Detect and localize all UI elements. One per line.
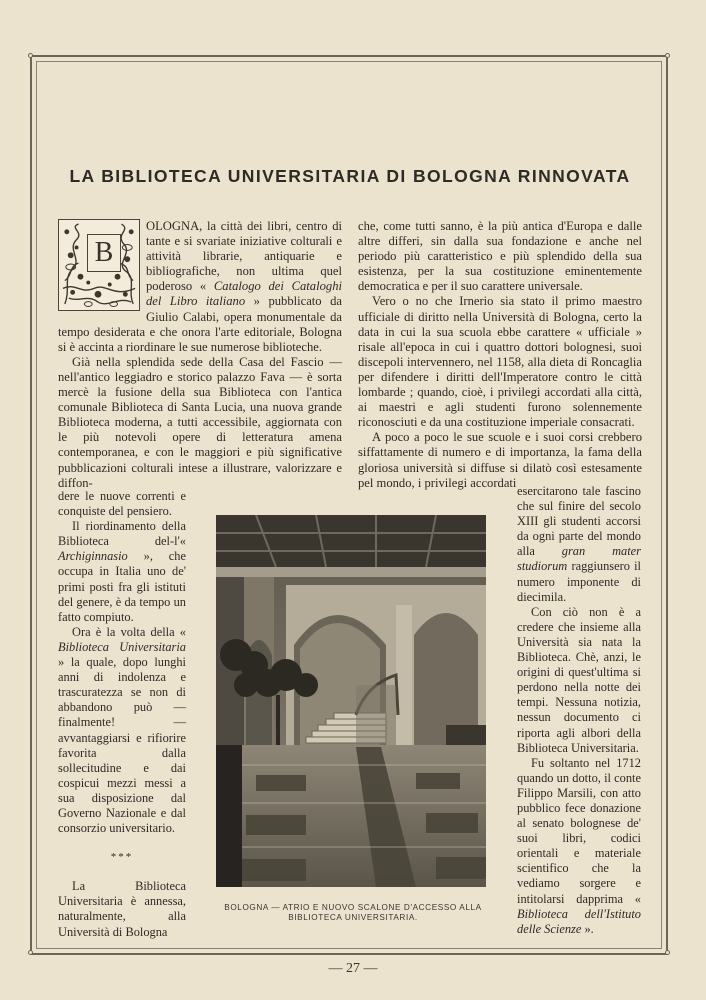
paragraph: Ora è la volta della « Biblioteca Universitaria » la quale, dopo lunghi anni di indolenza e trascuratezza se non di abbandono può — finalmente! — avvantaggiarsi e rifiorire favorita dalla sollecitudine e dai cospicui mezzi messi a sua disposizione dal Governo Nazionale e dal consorzio universitario. — [58, 624, 186, 836]
initial-letter: B — [87, 234, 121, 272]
paragraph: Il riordinamento della Biblioteca del-l'« Archiginnasio », che occupa in Italia uno de' primi posti fra gli istituti del genere, è da tempo un fatto compiuto. — [58, 519, 186, 624]
illuminated-initial — [58, 219, 140, 311]
paragraph: A poco a poco le sue scuole e i suoi corsi crebbero siffattamente di numero e di importanza, la fama della gloriosa università si diffuse si dilatò così estesamente pel mondo, i privilegi accordati — [358, 430, 642, 490]
paragraph: Vero o no che Irnerio sia stato il primo maestro ufficiale di diritto nella Università di Bologna, certo la data in cui la sua scuola ebbe carattere « ufficiale » risale all'epoca in cui i quattro dottori bolognesi, suoi discepoli intervennero, nel 1158, alla dieta di Roncaglia per difendere i diritti dell'Imperatore contro le città lombarde ; quando, cioè, i privilegi accordati alla città, ai maestri e agli studenti furono solennemente riconosciuti e da una costituzione imperiale consacrati. — [358, 294, 642, 430]
paragraph: La Biblioteca Universitaria è annessa, naturalmente, alla Università di Bologna — [58, 879, 186, 939]
right-column-lower — [517, 484, 641, 937]
atrium-photo — [216, 515, 486, 887]
paragraph: dere le nuove correnti e conquiste del pensiero. — [58, 489, 186, 519]
left-column-upper — [58, 219, 342, 491]
left-column-lower — [58, 489, 186, 940]
paragraph: che, come tutti sanno, è la più antica d'Europa e dalle altre differi, sin dalla sua fondazione e anche nel periodo più caratteristico e più splendido della sua esistenza, per la sua costituzione eminentemente democratica e per il suo carattere universale. — [358, 219, 642, 294]
corner-ornament — [28, 950, 33, 955]
photo-caption: BOLOGNA — ATRIO E NUOVO SCALONE D'ACCESSO ALLA BIBLIOTECA UNIVERSITARIA. — [224, 903, 482, 922]
paragraph: OLOGNA, la città dei libri, centro di tante e si svariate iniziative colturali e attività librarie, antiquarie e bibliografiche, non ultima quel poderoso « Catalogo dei Cataloghi del Libro italiano » pubblicato da Giulio Calabi, opera monumentale da tempo desiderata e che onora l'arte editoriale, Bologna si è accinta a riordinare le sue numerose biblioteche. — [58, 219, 342, 354]
paragraph: esercitarono tale fascino che sul finire del secolo XIII gli studenti accorsi da ogni parte del mondo alla gran mater studiorum raggiunsero il numero imponente di diecimila. — [517, 484, 641, 604]
right-column-upper — [358, 219, 642, 491]
corner-ornament — [28, 53, 33, 58]
paragraph: Già nella splendida sede della Casa del Fascio — nell'antico leggiadro e storico palazzo Fava — è sorta mercè la fusione della sua Biblioteca con l'antica comunale Biblioteca di Santa Lucia, una nuova grande Biblioteca moderna, a tutti accessibile, aggiornata con le più notevoli opere di letteratura amena contemporanea, e con le maggiori e più significative pubblicazioni colturali intese a illustrare, valorizzare e diffon- — [58, 354, 342, 490]
paragraph: Fu soltanto nel 1712 quando un dotto, il conte Filippo Marsili, con atto pubblico fece donazione al senato bolognese de' suoi libri, codici orientali e materiale scientifico che la vediamo sorgere e intitolarsi dapprima « Biblioteca dell'Istituto delle Scienze ». — [517, 755, 641, 936]
corner-ornament — [665, 53, 670, 58]
section-separator: *** — [110, 851, 134, 864]
article-title: LA BIBLIOTECA UNIVERSITARIA DI BOLOGNA RINNOVATA — [69, 166, 631, 186]
page-number: — 27 — — [328, 961, 378, 976]
atrium-staircase-image — [216, 515, 486, 887]
paragraph: Con ciò non è a credere che insieme alla Università sia nata la Biblioteca. Chè, anzi, le origini di quest'ultima si perdono nella notte dei tempi. Nessuna notizia, nessun documento ci riporta agli albori della Biblioteca Universitaria. — [517, 604, 641, 755]
corner-ornament — [665, 950, 670, 955]
